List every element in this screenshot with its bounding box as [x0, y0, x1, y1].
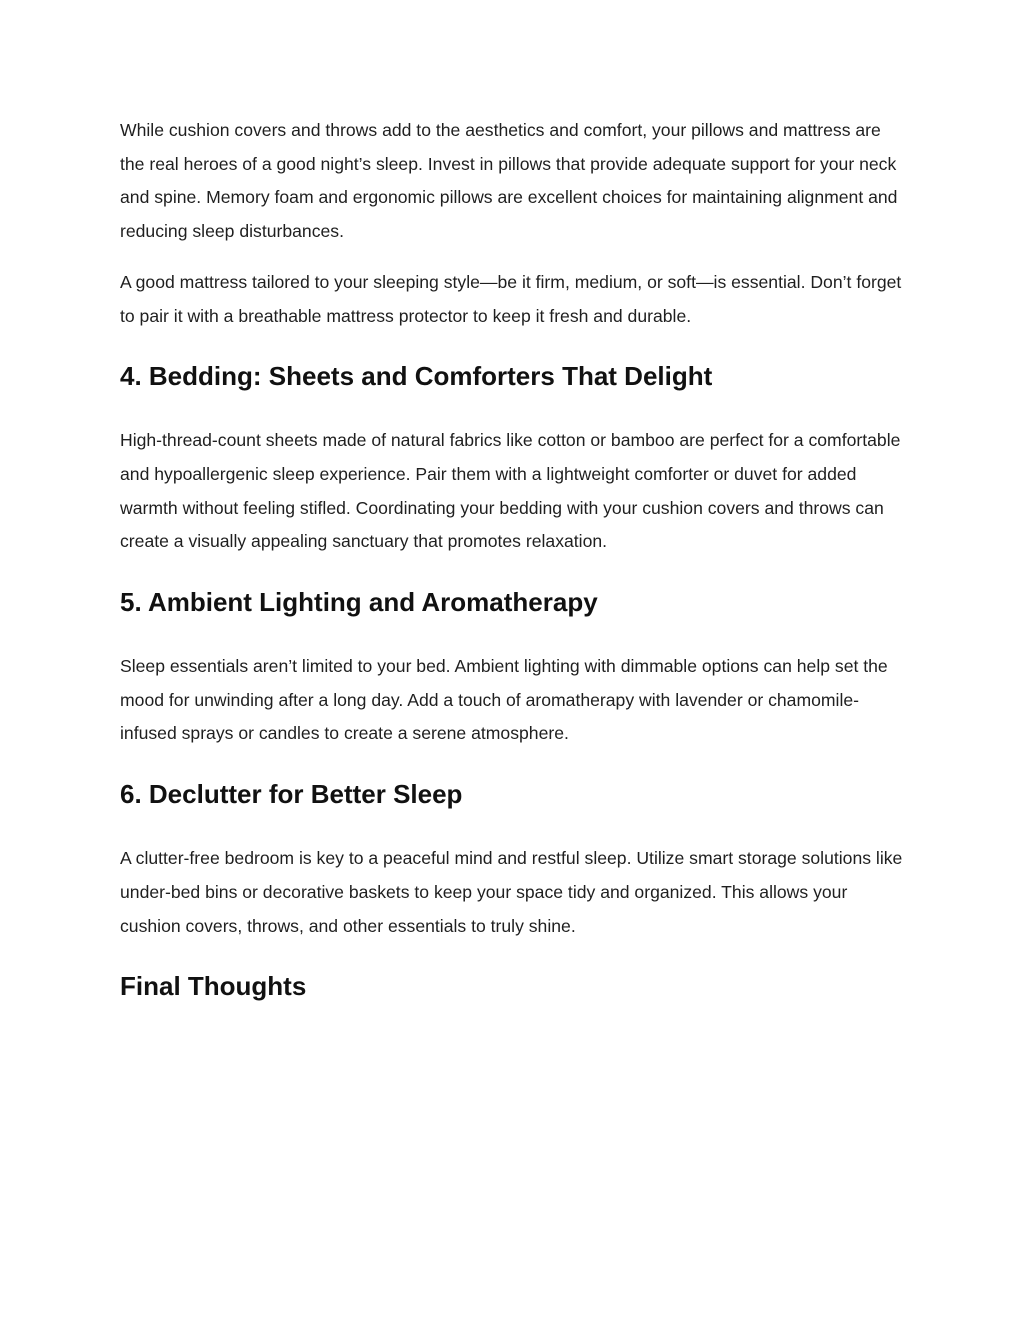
intro-paragraph-pillows: While cushion covers and throws add to the aesthetics and comfort, your pillows and mattress are the real heroes of a good night’s sleep. Invest in pillows that provide adequate support for your neck and spine. Memory foam and ergonomic pillows are excellent choices for maintaining alignment and reducing sleep disturbances.	[120, 120, 898, 242]
section-paragraph-lighting: Sleep essentials aren’t limited to your bed. Ambient lighting with dimmable options can help set the mood for unwinding after a long day. Add a touch of aromatherapy with lavender or chamomile-infused sprays or candles to create a serene atmosphere.	[120, 656, 888, 744]
section-heading-bedding: 4. Bedding: Sheets and Comforters That Delight	[120, 361, 713, 392]
section-paragraph-declutter: A clutter-free bedroom is key to a peaceful mind and restful sleep. Utilize smart storage solutions like under-bed bins or decorative baskets to keep your space tidy and organized. This allows your cushion covers, throws, and other essentials to truly shine.	[120, 848, 903, 936]
section-paragraph-bedding: High-thread-count sheets made of natural fabrics like cotton or bamboo are perfect for a comfortable and hypoallergenic sleep experience. Pair them with a lightweight comforter or duvet for added warmth without feeling stifled. Coordinating your bedding with your cushion covers and throws can create a visually appealing sanctuary that promotes relaxation.	[120, 430, 901, 552]
section-heading-declutter: 6. Declutter for Better Sleep	[120, 779, 463, 810]
section-heading-lighting: 5. Ambient Lighting and Aromatherapy	[120, 587, 598, 618]
final-thoughts-heading: Final Thoughts	[120, 971, 307, 1002]
intro-paragraph-mattress: A good mattress tailored to your sleeping style—be it firm, medium, or soft—is essential. Don’t forget to pair it with a breathable mattress protector to keep it fresh and durable.	[120, 271, 902, 326]
document-page	[120, 114, 910, 1034]
